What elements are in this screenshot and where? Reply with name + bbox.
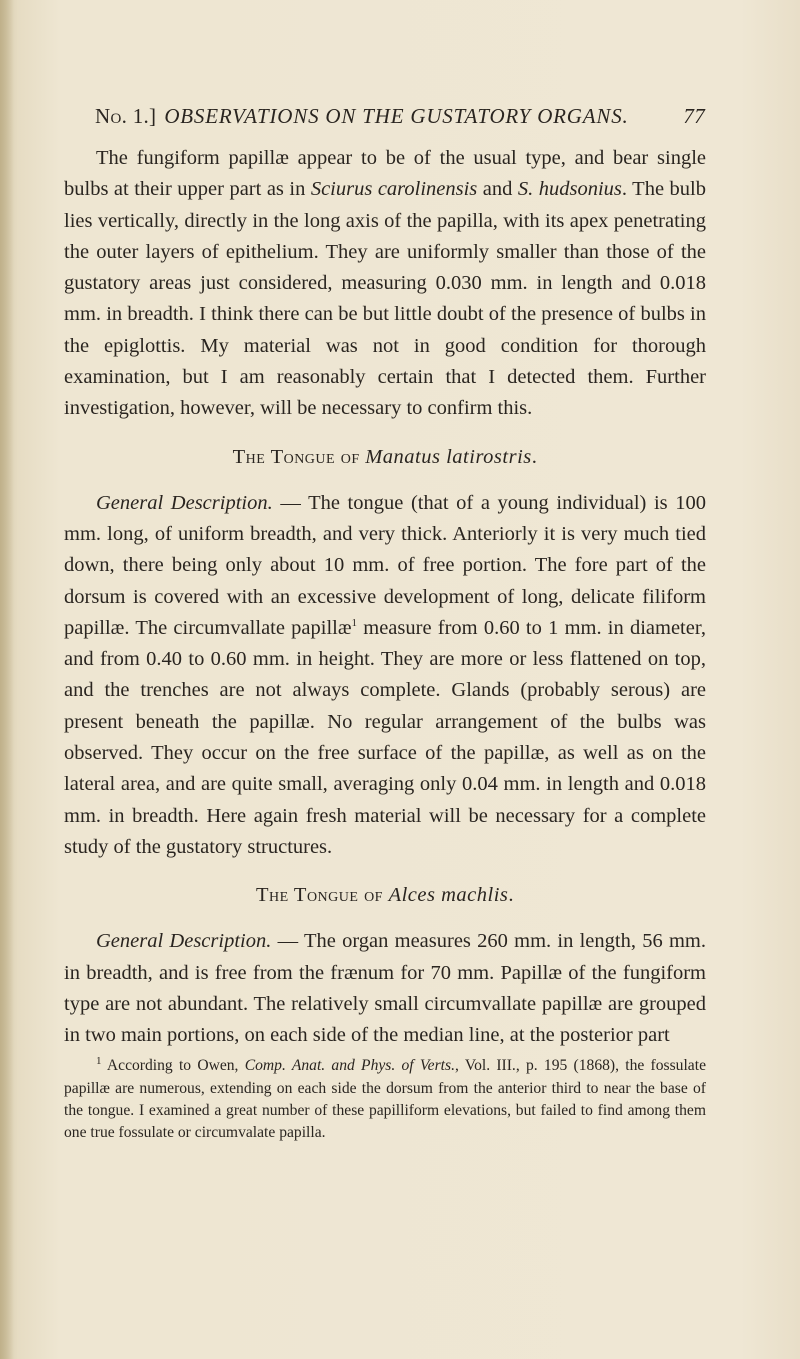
running-header <box>95 104 705 132</box>
heading-text: The Tongue of <box>232 445 366 468</box>
heading-species: Alces machlis <box>388 884 509 907</box>
species-name: Sciurus carolinensis <box>310 178 478 201</box>
paragraph-fungiform <box>64 143 706 425</box>
paragraph-text: — The organ measures 260 mm. in length, 56 mm. in breadth, and is free from the frænum for 70 mm. Papillæ of the fungiform type are not abundant. The relatively small circumvallate papillæ are grouped in two main portions, on each side of the median line, at the posterior part <box>64 930 706 1047</box>
section-heading-manatus <box>64 442 706 473</box>
header-left <box>95 104 629 129</box>
species-name: S. hudsonius <box>517 178 622 201</box>
paragraph-text: measure from 0.60 to 1 mm. in diameter, and from 0.40 to 0.60 mm. in height. They are more or less flattened on top, and the trenches are not always complete. Glands (probably serous) are present beneath the papillæ. No regular arrangement of the bulbs was observed. They occur on the free surface of the papillæ, as well as on the lateral area, and are quite small, averaging only 0.04 mm. in length and 0.018 mm. in breadth. Here again fresh material will be necessary for a complete study of the gustatory structures. <box>64 616 706 858</box>
paragraph-text: The fungiform papillæ appear to be of the usual type, and bear single bulbs at their upper part as in <box>64 147 706 201</box>
binding-shadow <box>0 0 14 1359</box>
paragraph-manatus <box>64 488 706 864</box>
paragraph-text: — The tongue (that of a young individual) is 100 mm. long, of uniform breadth, and very thick. Anteriorly it is very much tied down, there being only about 10 mm. of free portion. The fore part of the dorsum is covered with an excessive development of long, delicate filiform papillæ. The circumvallate papillæ <box>64 491 706 639</box>
heading-text: The Tongue of <box>255 884 389 907</box>
footnote-mark: 1 <box>96 1055 102 1068</box>
paragraph-lead: General Description. <box>96 491 273 514</box>
running-title: OBSERVATIONS ON THE GUSTATORY ORGANS. <box>164 104 629 128</box>
heading-punctuation: . <box>531 445 538 468</box>
footnote-text: , Vol. III., p. 195 (1868), the fossulate papillæ are numerous, extending on each side the dorsum from the anterior third to near the base of the tongue. I examined a great number of these papilliform elevations, but failed to find among them one true fossulate or circumvalate papilla. <box>64 1057 706 1142</box>
heading-punctuation: . <box>508 884 515 907</box>
section-heading-alces <box>64 880 706 911</box>
footnote-reference: 1 <box>351 617 358 630</box>
body-text <box>64 143 706 1144</box>
paragraph-text: and <box>477 178 518 201</box>
paragraph-text: . The bulb lies vertically, directly in the long axis of the papilla, with its apex penetrating the outer layers of epithelium. They are uniformly smaller than those of the gustatory areas just considered, measuring 0.030 mm. in length and 0.018 mm. in breadth. I think there can be but little doubt of the presence of bulbs in the epiglottis. My material was not in good condition for thorough examination, but I am reasonably certain that I detected them. Further investigation, however, will be necessary to confirm this. <box>64 178 706 420</box>
footnote <box>64 1055 706 1144</box>
page-number: 77 <box>683 104 705 128</box>
paragraph-alces <box>64 926 706 1051</box>
heading-species: Manatus latirostris <box>365 445 532 468</box>
issue-number: No. 1.] <box>95 104 157 128</box>
paragraph-lead: General Description. <box>96 930 272 953</box>
footnote-citation: Comp. Anat. and Phys. of Verts. <box>244 1057 455 1075</box>
footnote-text: According to Owen, <box>101 1057 245 1075</box>
